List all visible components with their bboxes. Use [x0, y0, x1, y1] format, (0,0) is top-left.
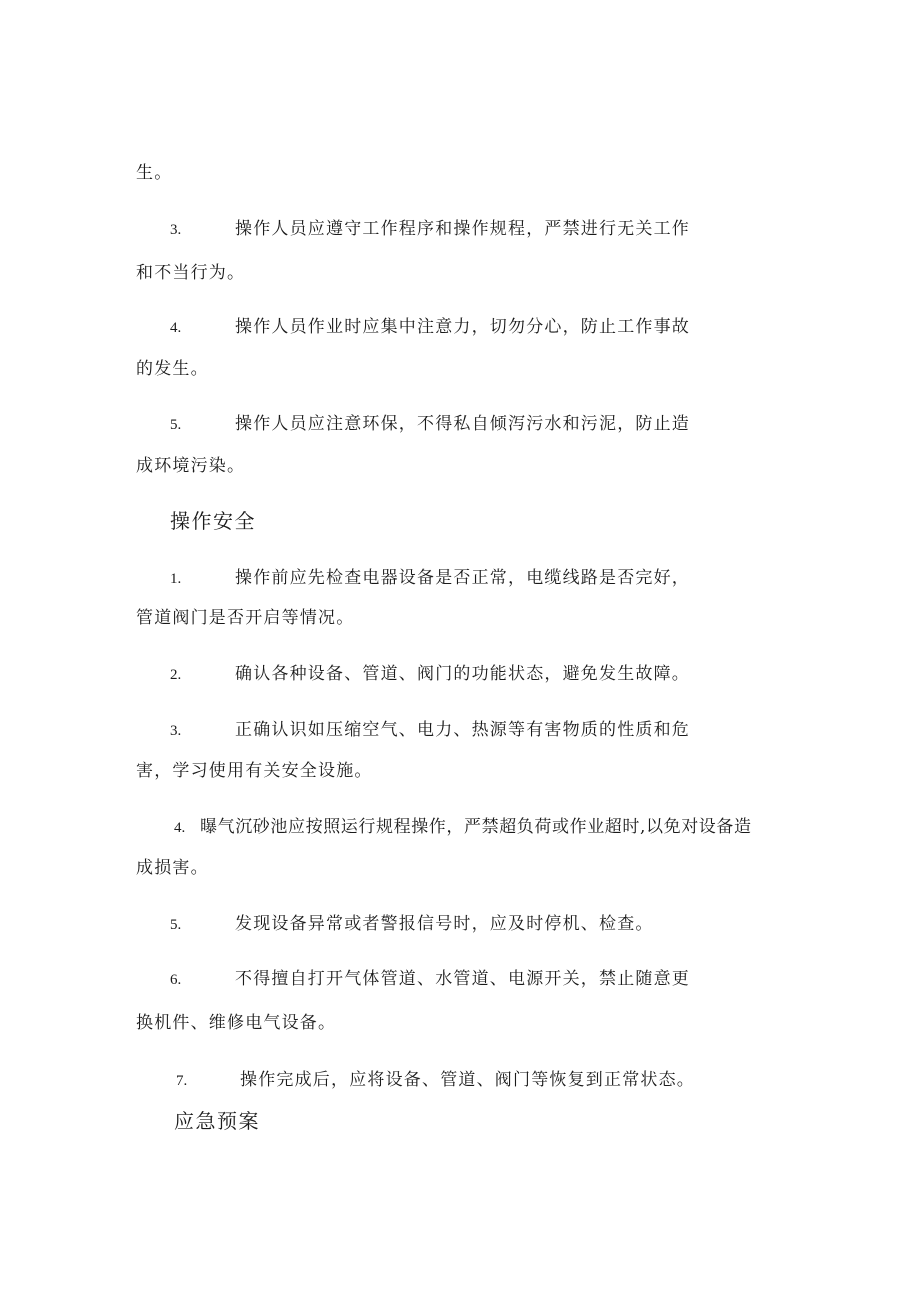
item-text-line: 曝气沉砂池应按照运行规程操作，严禁超负荷或作业超时,以免对设备造 [200, 817, 752, 837]
item-text-line: 害，学习使用有关安全设施。 [136, 761, 373, 781]
item-number: 4. [170, 320, 182, 336]
item-number: 3. [170, 222, 182, 238]
item-text-line: 的发生。 [136, 359, 209, 379]
item-number: 1. [170, 571, 182, 587]
item-text-line: 不得擅自打开气体管道、水管道、电源开关，禁止随意更 [235, 969, 690, 989]
item-text-line: 操作完成后，应将设备、管道、阀门等恢复到正常状态。 [240, 1070, 695, 1090]
item-text-line: 操作人员应注意环保，不得私自倾泻污水和污泥，防止造 [235, 414, 690, 434]
paragraph-continuation: 生。 [136, 163, 173, 183]
item-text-line: 操作人员应遵守工作程序和操作规程，严禁进行无关工作 [235, 219, 690, 239]
section-heading-emergency: 应急预案 [174, 1109, 260, 1133]
item-number: 7. [176, 1073, 188, 1089]
item-number: 4. [174, 820, 186, 836]
item-text-line: 正确认识如压缩空气、电力、热源等有害物质的性质和危 [235, 720, 690, 740]
item-number: 2. [170, 667, 182, 683]
item-number: 3. [170, 723, 182, 739]
item-text-line: 发现设备异常或者警报信号时，应及时停机、检查。 [235, 914, 654, 934]
section-heading-safety: 操作安全 [170, 509, 256, 533]
item-text-line: 换机件、维修电气设备。 [136, 1013, 337, 1033]
item-text-line: 成损害。 [136, 858, 209, 878]
item-text-line: 操作前应先检查电器设备是否正常，电缆线路是否完好， [235, 568, 690, 588]
item-text-line: 确认各种设备、管道、阀门的功能状态，避免发生故障。 [235, 664, 690, 684]
item-number: 6. [170, 972, 182, 988]
item-text-line: 和不当行为。 [136, 263, 246, 283]
item-text-line: 管道阀门是否开启等情况。 [136, 608, 355, 628]
item-number: 5. [170, 417, 182, 433]
item-text-line: 操作人员作业时应集中注意力，切勿分心，防止工作事故 [235, 317, 690, 337]
item-text-line: 成环境污染。 [136, 456, 246, 476]
item-number: 5. [170, 917, 182, 933]
